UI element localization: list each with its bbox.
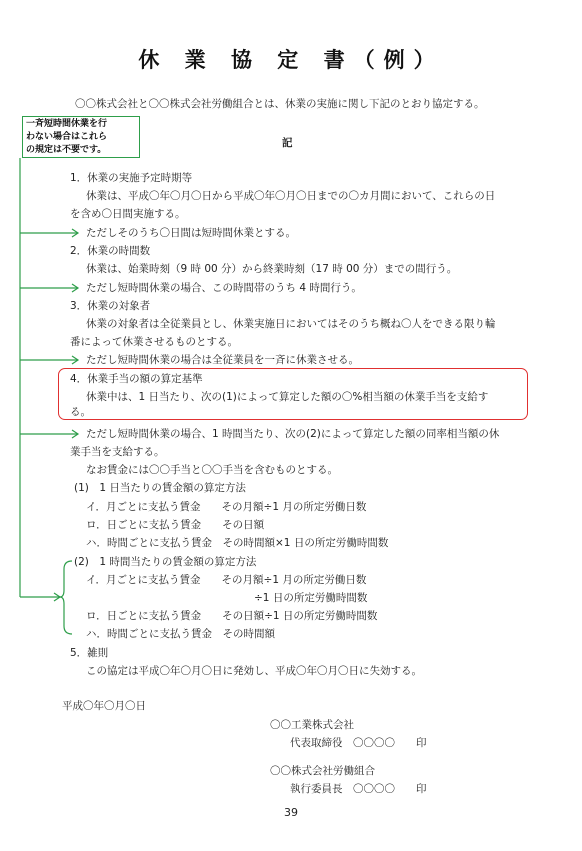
method-2-item: ロ．日ごとに支払う賃金 その日額÷1 日の所定労働時間数	[86, 610, 378, 622]
method-1-item: イ．月ごとに支払う賃金 その月額÷1 月の所定労働日数	[86, 501, 367, 513]
method-2-item: イ．月ごとに支払う賃金 その月額÷1 月の所定労働日数	[86, 574, 367, 586]
signatory-union-rep: 執行委員長 〇〇〇〇 印	[290, 783, 427, 795]
section-3-heading: 3．休業の対象者	[70, 300, 151, 312]
method-2-item: ÷1 日の所定労働時間数	[254, 592, 368, 604]
page-number: 39	[284, 806, 298, 819]
intro-text: 〇〇株式会社と〇〇株式会社労働組合とは、休業の実施に関し下記のとおり協定する。	[75, 98, 485, 110]
document-date: 平成〇年〇月〇日	[62, 700, 146, 712]
section-1-body: を含め〇日間実施する。	[70, 208, 186, 220]
section-2-heading: 2．休業の時間数	[70, 245, 151, 257]
section-4-short-time: ただし短時間休業の場合、1 時間当たり、次の(2)によって算定した額の同率相当額の休	[86, 428, 500, 440]
section-2-short-time: ただし短時間休業の場合、この時間帯のうち 4 時間行う。	[86, 282, 362, 294]
signatory-company: 〇〇工業株式会社	[270, 719, 354, 731]
section-4-body: る。	[70, 406, 91, 418]
method-2-item: ハ．時間ごとに支払う賃金 その時間額	[86, 628, 275, 640]
section-1-short-time: ただしそのうち〇日間は短時間休業とする。	[86, 227, 296, 239]
section-4-allowance-note: なお賃金には〇〇手当と〇〇手当を含むものとする。	[86, 464, 338, 476]
section-4-body: 休業中は、1 日当たり、次の(1)によって算定した額の〇%相当額の休業手当を支給す	[86, 391, 489, 403]
signatory-union: 〇〇株式会社労働組合	[270, 765, 375, 777]
callout-line: わない場合はこれら	[26, 132, 108, 142]
method-1-item: ハ．時間ごとに支払う賃金 その時間額×1 日の所定労働時間数	[86, 537, 389, 549]
document-title: 休 業 協 定 書（例）	[138, 48, 444, 72]
method-2-heading: (2) 1 時間当たりの賃金額の算定方法	[74, 556, 257, 568]
callout-note	[22, 116, 140, 158]
section-1-heading: 1．休業の実施予定時期等	[70, 172, 193, 184]
section-3-body: 休業の対象者は全従業員とし、休業実施日においてはそのうち概ね〇人をできる限り輪	[86, 318, 496, 330]
callout-line: の規定は不要です。	[26, 145, 107, 155]
method-1-item: ロ．日ごとに支払う賃金 その日額	[86, 519, 265, 531]
section-5-body: この協定は平成〇年〇月〇日に発効し、平成〇年〇月〇日に失効する。	[86, 665, 422, 677]
callout-line: 一斉短時間休業を行	[26, 119, 108, 129]
section-4-short-time: 業手当を支給する。	[70, 446, 165, 458]
section-1-body: 休業は、平成〇年〇月〇日から平成〇年〇月〇日までの〇カ月間において、これらの日	[86, 190, 496, 202]
section-4-heading: 4．休業手当の額の算定基準	[70, 373, 203, 385]
section-2-body: 休業は、始業時刻（9 時 00 分）から終業時刻（17 時 00 分）までの間行う。	[86, 263, 458, 275]
method-1-heading: (1) 1 日当たりの賃金額の算定方法	[74, 482, 246, 494]
section-5-heading: 5．雑則	[70, 647, 109, 659]
section-3-body: 番によって休業させるものとする。	[70, 336, 238, 348]
signatory-company-rep: 代表取締役 〇〇〇〇 印	[290, 737, 427, 749]
ki-heading: 記	[282, 137, 293, 149]
section-3-short-time: ただし短時間休業の場合は全従業員を一斉に休業させる。	[86, 354, 359, 366]
